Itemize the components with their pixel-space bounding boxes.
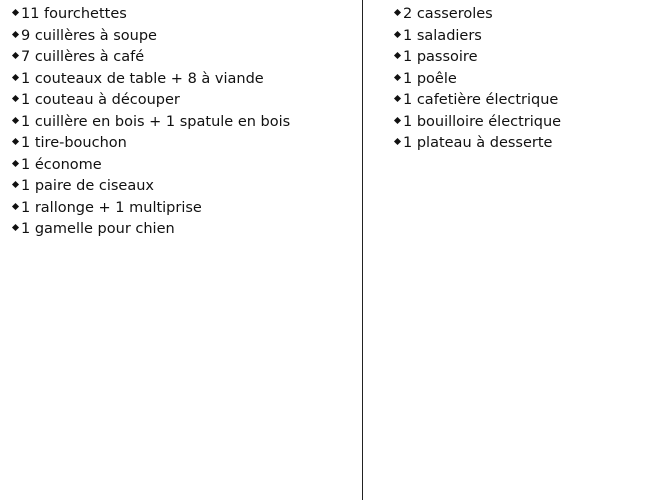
list-item — [12, 90, 352, 112]
diamond-bullet-icon — [12, 138, 19, 145]
list-item — [394, 47, 654, 69]
diamond-bullet-icon — [12, 52, 19, 59]
diamond-bullet-icon — [12, 117, 19, 124]
list-item — [394, 4, 654, 26]
list-item — [394, 133, 654, 155]
list-item-text: 1 poêle — [403, 70, 457, 87]
list-item-text: 1 plateau à desserte — [403, 135, 553, 151]
list-item-text: 1 économe — [21, 156, 102, 173]
list-item-text: 1 gamelle pour chien — [21, 221, 175, 237]
diamond-bullet-icon — [12, 9, 19, 16]
diamond-bullet-icon — [394, 9, 401, 16]
list-item-text: 1 couteaux de table + 8 à viande — [21, 70, 264, 87]
list-item — [12, 112, 352, 134]
list-item-text: 1 cuillère en bois + 1 spatule en bois — [21, 113, 291, 130]
diamond-bullet-icon — [12, 95, 19, 102]
list-item-text: 1 rallonge + 1 multiprise — [21, 199, 202, 216]
diamond-bullet-icon — [12, 74, 19, 81]
list-item — [12, 198, 352, 220]
diamond-bullet-icon — [12, 31, 19, 38]
column-divider — [362, 0, 363, 500]
list-item — [12, 69, 352, 91]
list-item-text: 1 passoire — [403, 49, 478, 65]
diamond-bullet-icon — [394, 95, 401, 102]
list-item-text: 1 cafetière électrique — [403, 92, 559, 108]
right-inventory-list — [394, 4, 654, 155]
list-item — [394, 69, 654, 91]
list-item — [12, 133, 352, 155]
list-item-text: 2 casseroles — [403, 6, 493, 22]
list-item — [12, 47, 352, 69]
list-item-text: 1 bouilloire électrique — [403, 113, 562, 130]
list-item-text: 1 saladiers — [403, 27, 482, 44]
diamond-bullet-icon — [394, 31, 401, 38]
diamond-bullet-icon — [12, 181, 19, 188]
diamond-bullet-icon — [394, 138, 401, 145]
diamond-bullet-icon — [12, 224, 19, 231]
diamond-bullet-icon — [12, 203, 19, 210]
list-item — [12, 155, 352, 177]
diamond-bullet-icon — [12, 160, 19, 167]
list-item-text: 1 tire-bouchon — [21, 135, 127, 151]
list-item — [394, 26, 654, 48]
list-item — [12, 4, 352, 26]
list-item — [394, 112, 654, 134]
list-item — [394, 90, 654, 112]
list-item-text: 9 cuillères à soupe — [21, 27, 157, 44]
list-item-text: 7 cuillères à café — [21, 49, 145, 65]
list-item — [12, 176, 352, 198]
left-inventory-list — [12, 4, 352, 241]
list-item-text: 1 paire de ciseaux — [21, 178, 154, 194]
list-item — [12, 26, 352, 48]
diamond-bullet-icon — [394, 117, 401, 124]
list-item-text: 11 fourchettes — [21, 6, 127, 22]
list-item — [12, 219, 352, 241]
list-item-text: 1 couteau à découper — [21, 92, 180, 108]
diamond-bullet-icon — [394, 52, 401, 59]
diamond-bullet-icon — [394, 74, 401, 81]
